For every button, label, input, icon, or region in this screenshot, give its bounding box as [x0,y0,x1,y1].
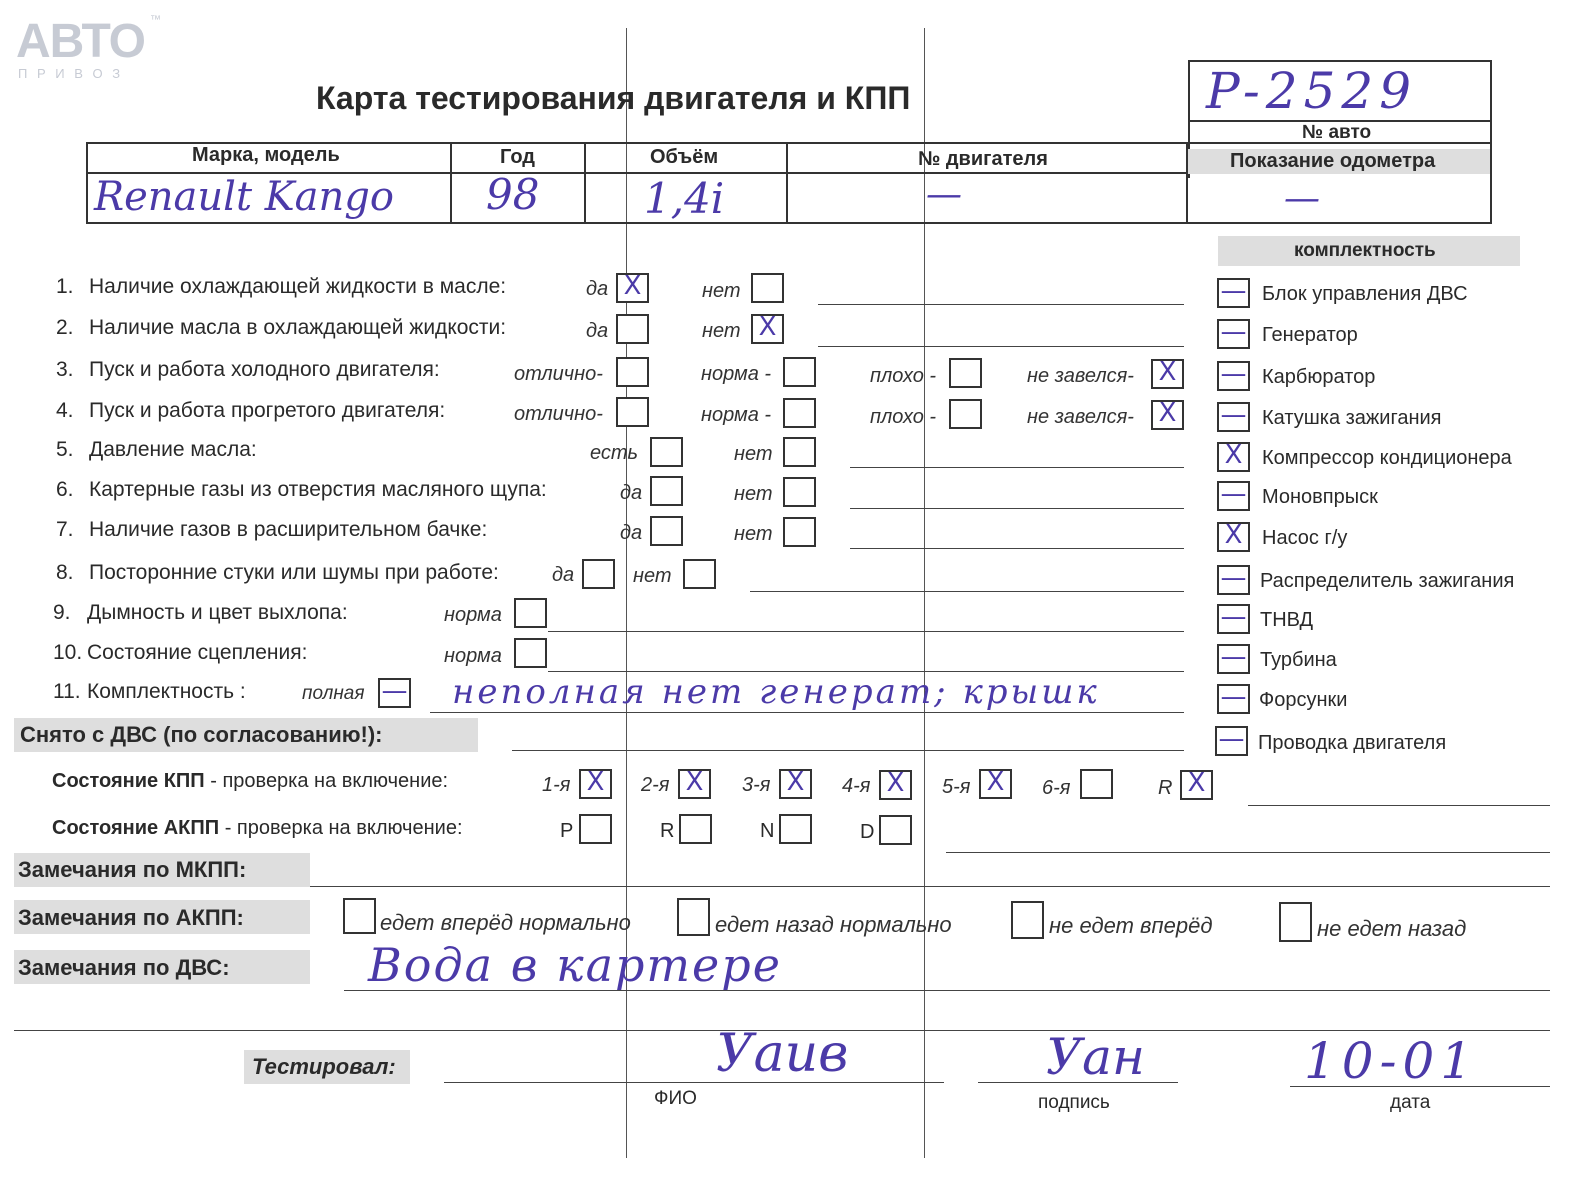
check-4-opt-c: плохо - [870,406,937,428]
check-2-line [818,346,1184,347]
date-line [1290,1086,1550,1087]
check-3-opt-d: не завелся- [1027,365,1134,387]
comp-box-5[interactable] [1217,481,1250,511]
kpp-gear-2-box[interactable] [678,769,711,799]
check-10-box-a[interactable] [514,638,547,668]
akpp-opt-1-label: едет назад нормально [715,912,952,937]
check-4-mark-d: X [1158,398,1177,428]
check-1-mark-a: X [623,271,642,301]
kpp-label-rest: - проверка на включение: [204,770,449,792]
value-odometer: — [1284,178,1320,219]
akpp-opt-2-box[interactable] [1011,901,1044,939]
logo-main: АВТО [16,15,145,68]
kpp-gear-5-box[interactable] [979,769,1012,799]
check-10-opt-a: норма [444,645,502,667]
comp-box-3[interactable] [1217,402,1250,432]
check-9-box-a[interactable] [514,598,547,628]
comp-box-9[interactable] [1217,644,1250,674]
comp-label-8: ТНВД [1260,609,1314,631]
akpp-gear-d-box[interactable] [879,815,912,845]
check-4-box-a[interactable] [616,397,649,427]
check-4-box-b[interactable] [783,398,816,428]
comp-mark-5: — [1220,479,1247,509]
check-5-num: 5. [56,438,74,461]
check-8-box-a[interactable] [582,559,615,589]
comp-mark-9: — [1220,642,1247,672]
tester-signature: Уан [1046,1028,1145,1086]
logo-tm: ™ [150,14,161,26]
check-8-num: 8. [56,561,74,584]
check-4-opt-d: не завелся- [1027,406,1134,428]
kpp-gear-2-mark: X [685,767,704,797]
kpp-gear-5-label: 5-я [942,776,971,798]
check-3-box-a[interactable] [616,357,649,387]
kpp-gear-r-label: R [1158,777,1173,799]
check-3-box-b[interactable] [783,357,816,387]
value-year: 98 [486,170,540,219]
check-6-opt-b: нет [734,483,773,505]
akpp-opt-1-box[interactable] [677,898,710,936]
header-make-model: Марка, модель [192,144,340,166]
check-11-handwritten: неполная нет генерат; крышк [452,672,1100,712]
comp-mark-11: — [1218,724,1245,754]
date-caption: дата [1390,1092,1431,1113]
akpp-gear-d-label: D [860,821,875,843]
akpp-opt-3-box[interactable] [1279,902,1312,942]
comp-label-10: Форсунки [1259,689,1348,711]
check-2-mark-b: X [758,312,777,342]
check-3-mark-d: X [1158,357,1177,387]
akpp-label [52,817,463,840]
check-3-opt-c: плохо - [870,365,937,387]
akpp-gear-n-box[interactable] [779,814,812,844]
kpp-gear-3-mark: X [786,767,805,797]
header-odometer: Показание одометра [1230,150,1436,172]
check-2-num: 2. [56,316,74,339]
check-5-opt-a: есть [590,442,639,464]
comp-label-1: Генератор [1262,324,1358,346]
kpp-label [52,770,448,793]
value-make-model: Renault Kango [94,174,394,220]
header-vline-4 [1186,142,1188,224]
comp-label-7: Распределитель зажигания [1260,570,1515,592]
comp-label-11: Проводка двигателя [1258,732,1447,754]
check-3-opt-a: отлично- [514,363,603,385]
check-3-box-c[interactable] [949,358,982,388]
check-1-box-a[interactable] [616,273,649,303]
removed-label: Снято с ДВС (по согласованию!): [20,722,383,747]
remarks-mkpp-label: Замечания по МКПП: [18,857,247,882]
check-5-line [850,467,1184,468]
akpp-gear-r-box[interactable] [679,814,712,844]
comp-box-0[interactable] [1217,278,1250,308]
remarks-dvs-label: Замечания по ДВС: [18,955,230,980]
comp-mark-4: X [1224,440,1243,470]
tester-name: Уаив [716,1024,849,1084]
comp-box-8[interactable] [1217,604,1250,634]
check-6-opt-a: да [620,482,643,504]
kpp-gear-4-mark: X [886,768,905,798]
kpp-gear-5-mark: X [986,767,1005,797]
kpp-gear-r-mark: X [1187,768,1206,798]
check-10-num: 10. [53,641,83,664]
akpp-opt-3-label: не едет назад [1317,916,1467,941]
akpp-label-rest: - проверка на включение: [219,817,463,839]
comp-label-0: Блок управления ДВС [1262,283,1468,305]
kpp-gear-6-label: 6-я [1042,777,1071,799]
kpp-line [1248,805,1550,806]
header-vline-3 [786,142,788,224]
comp-mark-0: — [1220,276,1247,306]
check-3-num: 3. [56,358,74,381]
check-4-box-d[interactable] [1151,400,1184,430]
check-3-label: Пуск и работа холодного двигателя: [89,358,440,381]
remarks-mkpp-line [310,886,1550,887]
check-4-num: 4. [56,399,74,422]
kpp-gear-3-label: 3-я [742,774,771,796]
comp-label-9: Турбина [1260,649,1337,671]
check-9-label: Дымность и цвет выхлопа: [87,601,348,624]
check-4-label: Пуск и работа прогретого двигателя: [89,399,446,422]
check-2-opt-b: нет [702,320,741,342]
check-8-line [750,591,1184,592]
check-6-line [850,508,1184,509]
test-date: 10-01 [1304,1032,1479,1090]
kpp-gear-3-box[interactable] [779,769,812,799]
check-1-opt-a: да [586,278,609,300]
comp-label-2: Карбюратор [1262,366,1376,388]
car-number-label: № авто [1302,122,1372,143]
akpp-gear-r-label: R [660,820,675,842]
akpp-gear-p-label: P [560,820,574,842]
car-number-value: P-2529 [1206,62,1418,120]
name-line [444,1082,944,1083]
logo-sub: П Р И В О З [18,66,124,81]
comp-mark-3: — [1220,400,1247,430]
check-11-num: 11. [53,680,81,703]
check-1-label: Наличие охлаждающей жидкости в масле: [89,275,507,298]
header-volume: Объём [650,146,719,168]
check-8-label: Посторонние стуки или шумы при работе: [89,561,499,584]
check-3-opt-b: норма - [701,363,772,385]
removed-line [512,750,1184,751]
check-1-box-b[interactable] [751,273,784,303]
check-2-opt-a: да [586,320,609,342]
comp-mark-7: — [1220,563,1247,593]
check-8-opt-a: да [552,564,575,586]
akpp-line [946,852,1550,853]
kpp-gear-r-box[interactable] [1180,770,1213,800]
check-5-label: Давление масла: [89,438,257,461]
page-title: Карта тестирования двигателя и КПП [316,80,911,116]
value-engine-no: — [926,174,962,215]
check-11-box-a[interactable] [378,678,411,708]
check-7-opt-a: да [620,522,643,544]
check-11-line [430,712,1184,713]
comp-box-11[interactable] [1215,726,1248,756]
check-5-box-b[interactable] [783,437,816,467]
kpp-gear-1-mark: X [586,767,605,797]
completeness-title: комплектность [1294,240,1436,261]
comp-box-10[interactable] [1217,684,1250,714]
comp-label-5: Моновпрыск [1262,486,1378,508]
comp-box-7[interactable] [1217,565,1250,595]
comp-mark-6: X [1224,520,1243,550]
kpp-label-bold: Состояние КПП [52,770,205,792]
name-caption: ФИО [654,1088,697,1109]
check-2-box-b[interactable] [751,314,784,344]
check-2-box-a[interactable] [616,314,649,344]
remarks-akpp-label: Замечания по АКПП: [18,905,244,930]
kpp-gear-2-label: 2-я [641,774,670,796]
comp-box-4[interactable] [1217,442,1250,472]
akpp-gear-n-label: N [760,820,775,842]
comp-label-3: Катушка зажигания [1262,407,1442,429]
remarks-dvs-line [344,990,1550,991]
comp-mark-1: — [1220,317,1247,347]
comp-label-6: Насос г/у [1262,527,1348,549]
comp-box-6[interactable] [1217,522,1250,552]
check-7-label: Наличие газов в расширительном бачке: [89,518,488,541]
logo [14,14,161,81]
kpp-gear-6-box[interactable] [1080,769,1113,799]
check-6-num: 6. [56,478,74,501]
check-1-num: 1. [56,275,74,298]
check-4-opt-a: отлично- [514,403,603,425]
check-10-label: Состояние сцепления: [87,641,308,664]
check-7-opt-b: нет [734,523,773,545]
comp-label-4: Компрессор кондиционера [1262,447,1512,469]
header-engine-no: № двигателя [918,148,1048,170]
akpp-opt-0-label: едет вперёд нормально [380,910,631,935]
check-8-box-b[interactable] [683,559,716,589]
comp-mark-10: — [1220,682,1247,712]
kpp-gear-1-box[interactable] [579,769,612,799]
akpp-gear-p-box[interactable] [579,814,612,844]
header-vline-1 [450,142,452,224]
kpp-gear-1-label: 1-я [542,774,571,796]
check-3-box-d[interactable] [1151,359,1184,389]
check-7-box-a[interactable] [650,516,683,546]
check-6-box-b[interactable] [783,477,816,507]
signature-caption: подпись [1038,1092,1110,1113]
value-volume: 1,4i [644,174,725,223]
comp-mark-2: — [1220,359,1247,389]
check-7-box-b[interactable] [783,517,816,547]
check-7-line [850,548,1184,549]
akpp-opt-0-box[interactable] [343,898,376,934]
comp-box-1[interactable] [1217,319,1250,349]
tested-label: Тестировал: [252,1054,396,1079]
comp-mark-8: — [1220,602,1247,632]
comp-box-2[interactable] [1217,361,1250,391]
check-1-line [818,304,1184,305]
check-5-box-a[interactable] [650,437,683,467]
check-9-num: 9. [53,601,71,624]
akpp-label-bold: Состояние АКПП [52,817,220,839]
check-8-opt-b: нет [633,565,672,587]
kpp-gear-4-label: 4-я [842,775,871,797]
check-2-label: Наличие масла в охлаждающей жидкости: [89,316,507,339]
check-5-opt-b: нет [734,443,773,465]
remarks-dvs-value: Вода в картере [368,938,782,992]
akpp-opt-2-label: не едет вперёд [1049,913,1213,938]
check-6-label: Картерные газы из отверстия масляного щупа: [89,478,547,501]
header-year: Год [500,146,535,168]
check-4-opt-b: норма - [701,404,772,426]
check-1-opt-b: нет [702,280,741,302]
check-9-line [548,631,1184,632]
header-vline-2 [584,142,586,224]
check-4-box-c[interactable] [949,399,982,429]
check-11-mark-a: — [381,676,408,706]
check-11-label: Комплектность : [87,680,246,703]
check-6-box-a[interactable] [650,476,683,506]
kpp-gear-4-box[interactable] [879,770,912,800]
check-7-num: 7. [56,518,74,541]
signature-line [978,1082,1178,1083]
check-11-opt-a: полная [302,683,365,704]
check-9-opt-a: норма [444,604,502,626]
